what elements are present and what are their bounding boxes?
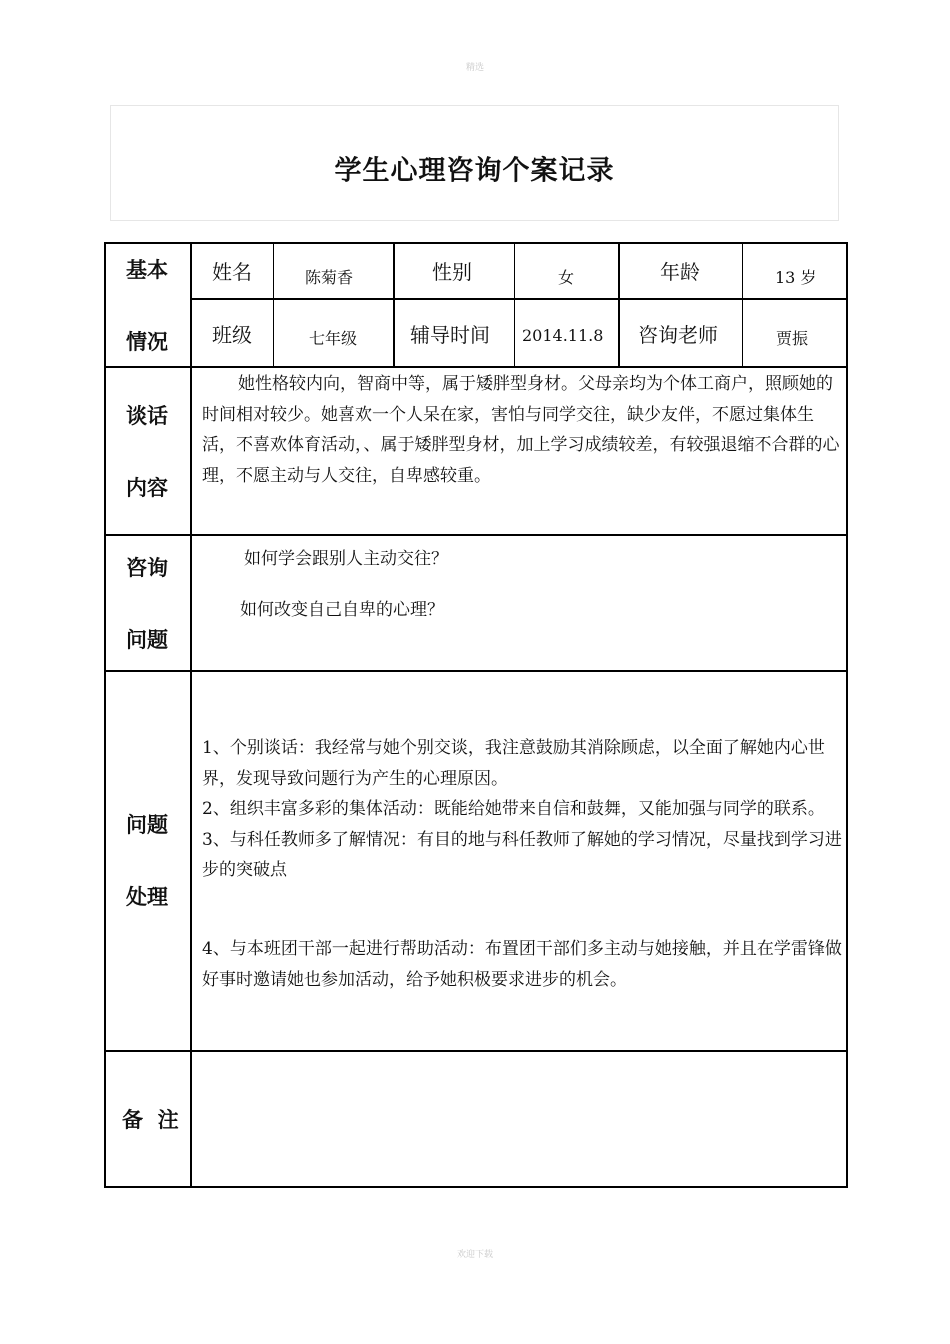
table-border-right [846,242,848,1188]
header-watermark: 精选 [465,63,484,73]
talk-content [202,369,842,491]
talk-text: 她性格较内向，智商中等，属于矮胖型身材。父母亲均为个体工商户，照顾她的时间相对较少。她喜欢一个人呆在家，害怕与同学交往，缺少友伴，不愿过集体生活，不喜欢体育活动，、属于矮胖型身材，加上学习成绩较差，有较强退缩不合群的心理，不愿主动与人交往，自卑感较重。 [202,374,840,486]
table-border-bottom [104,1186,848,1188]
section-divider-handling [104,670,848,672]
footer-watermark: 欢迎下载 [456,1250,493,1260]
age-value: 13 岁 [775,268,817,287]
time-value: 2014.11.8 [522,326,604,345]
teacher-value: 贾振 [776,329,809,348]
name-value: 陈菊香 [305,268,354,287]
handling-content-a [202,733,842,886]
section-divider-remark [104,1050,848,1052]
basic-row-divider [190,298,848,300]
question-2: 如何改变自己自卑的心理？ [240,600,444,620]
gender-label: 性别 [432,260,472,284]
basic-section-label-1: 基本 [126,258,168,282]
handling-item-1: 1、个别谈话：我经常与她个别交谈，我注意鼓励其消除顾虑，以全面了解她内心世界，发现导致问题行为产生的心理原因。 [202,738,825,789]
section-divider-question [104,534,848,536]
basic-col-divider-2 [393,242,395,368]
gender-value: 女 [558,268,575,287]
table-border-top [104,242,848,244]
question-section-label-1: 咨询 [126,556,168,580]
name-label: 姓名 [212,260,252,284]
handling-item-3: 3、与科任教师多了解情况：有目的地与科任教师了解她的学习情况，尽量找到学习进步的突破点 [202,829,842,880]
talk-section-label-2: 内容 [126,476,168,500]
basic-col-divider-4 [618,242,620,368]
handling-section-label-2: 处理 [126,885,168,909]
handling-section-label-1: 问题 [126,813,168,837]
section-divider-talk [104,366,848,368]
class-value: 七年级 [309,329,358,348]
question-section-label-2: 问题 [126,628,168,652]
question-1: 如何学会跟别人主动交往？ [244,549,448,569]
class-label: 班级 [212,323,252,347]
page-title: 学生心理咨询个案记录 [334,155,615,187]
basic-section-label-2: 情况 [126,330,168,354]
handling-item-4: 4、与本班团干部一起进行帮助活动：布置团干部们多主动与她接触，并且在学雷锋做好事时邀请她也参加活动，给予她积极要求进步的机会。 [202,939,842,990]
handling-item-2: 2、组织丰富多彩的集体活动：既能给她带来自信和鼓舞，又能加强与同学的联系。 [202,799,825,819]
basic-col-divider-3 [514,242,515,368]
remark-label: 备 注 [122,1108,179,1132]
teacher-label: 咨询老师 [638,323,718,347]
basic-col-divider-1 [273,242,274,368]
handling-content-b [202,934,842,995]
age-label: 年龄 [660,260,700,284]
talk-section-label-1: 谈话 [126,404,168,428]
label-column-divider [190,242,192,1188]
table-border-left [104,242,106,1188]
basic-col-divider-5 [742,242,743,368]
time-label: 辅导时间 [410,323,490,347]
